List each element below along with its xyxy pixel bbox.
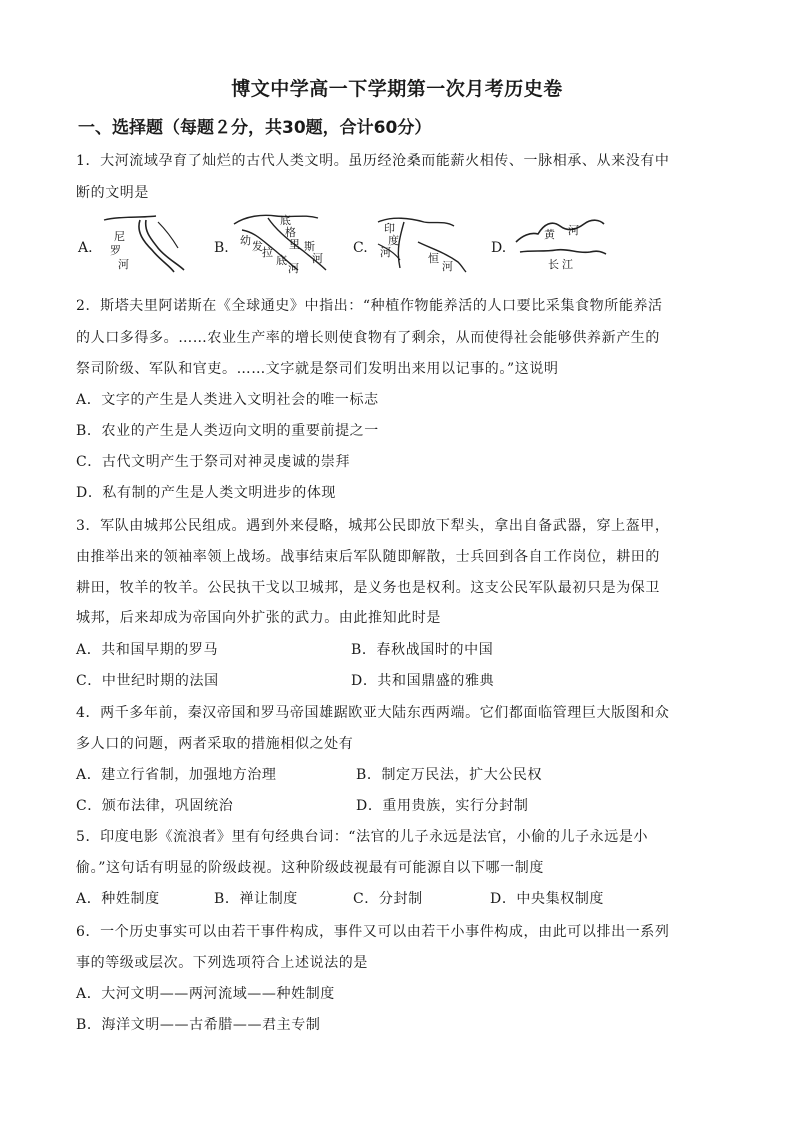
q2-stem-line2: 的人口多得多。……农业生产率的增长则使食物有了剩余，从而使得社会能够供养新产生的 — [76, 330, 660, 346]
map-b-label-1: 底 — [280, 214, 291, 227]
q1-option-b-letter: B. — [214, 240, 229, 256]
q4-stem-line2: 多人口的问题，两者采取的措施相似之处有 — [76, 736, 354, 752]
map-b-label-8: 拉 — [262, 246, 273, 259]
map-d-label-4: 江 — [562, 258, 573, 271]
q2-stem-line1: 2．斯塔夫里阿诺斯在《全球通史》中指出：“种植作物能养活的人口要比采集食物所能养活 — [76, 298, 663, 314]
q5-option-a: A．种姓制度 — [76, 891, 160, 907]
q1-option-d-china-map — [512, 212, 608, 274]
q3-option-c: C．中世纪时期的法国 — [76, 673, 219, 689]
q2-option-d: D．私有制的产生是人类文明进步的体现 — [76, 485, 337, 501]
map-b-label-2: 格 — [285, 226, 296, 239]
map-b-label-6: 幼 — [240, 234, 251, 247]
q5-option-d: D．中央集权制度 — [490, 891, 605, 907]
map-c-label-2: 度 — [388, 234, 399, 247]
q6-stem-line2: 事的等级或层次。下列选项符合上述说法的是 — [76, 955, 368, 971]
map-b-label-5: 河 — [312, 252, 323, 265]
map-b-label-10: 河 — [288, 262, 299, 274]
q3-stem-line3: 耕田，牧羊的牧羊。公民执干戈以卫城邦，是义务也是权利。这支公民军队最初只是为保卫 — [76, 580, 660, 596]
section-heading: 一、选择题（每题２分，共30题，合计60分） — [78, 118, 432, 138]
map-c-label-3: 河 — [380, 246, 391, 259]
map-b-label-4: 斯 — [304, 240, 315, 253]
q2-option-a: A．文字的产生是人类进入文明社会的唯一标志 — [76, 392, 379, 408]
q3-stem-line1: 3．军队由城邦公民组成。遇到外来侵略，城邦公民即放下犁头，拿出自备武器，穿上盔甲， — [76, 518, 670, 534]
q1-stem-line2: 断的文明是 — [76, 185, 149, 201]
q2-option-b: B．农业的产生是人类迈向文明的重要前提之一 — [76, 423, 379, 439]
q4-option-b: B．制定万民法，扩大公民权 — [356, 767, 543, 783]
q4-stem-line1: 4．两千多年前，秦汉帝国和罗马帝国雄踞欧亚大陆东西两端。它们都面临管理巨大版图和众 — [76, 705, 670, 721]
q6-stem-line1: 6．一个历史事实可以由若干事件构成，事件又可以由若干小事件构成，由此可以排出一系列 — [76, 924, 670, 940]
q6-option-b: B．海洋文明——古希腊——君主专制 — [76, 1017, 321, 1033]
map-d-label-2: 河 — [568, 224, 579, 237]
exam-title: 博文中学高一下学期第一次月考历史卷 — [231, 78, 563, 100]
q4-option-d: D．重用贵族，实行分封制 — [356, 798, 529, 814]
map-a-label-3: 河 — [118, 258, 129, 271]
q3-stem-line4: 城邦，后来却成为帝国向外扩张的武力。由此推知此时是 — [76, 610, 441, 626]
map-d-label-3: 长 — [548, 258, 559, 271]
q3-option-b: B．春秋战国时的中国 — [351, 642, 494, 658]
q2-option-c: C．古代文明产生于祭司对神灵虔诚的崇拜 — [76, 454, 351, 470]
q5-stem-line2: 偷。”这句话有明显的阶级歧视。这种阶级歧视最有可能源自以下哪一制度 — [76, 860, 544, 876]
q3-option-a: A．共和国早期的罗马 — [76, 642, 219, 658]
q1-option-a-letter: A. — [78, 240, 93, 256]
map-d-label-1: 黄 — [544, 228, 555, 241]
q1-option-c-letter: C. — [353, 240, 368, 256]
q5-option-b: B．禅让制度 — [214, 891, 298, 907]
map-b-label-9: 底 — [276, 254, 287, 267]
map-c-label-4: 恒 — [428, 252, 439, 265]
q5-option-c: C．分封制 — [353, 891, 423, 907]
q1-option-c-india-map — [374, 212, 470, 274]
map-c-label-1: 印 — [384, 222, 395, 235]
q1-option-a-nile-map — [100, 214, 200, 276]
q2-stem-line3: 祭司阶级、军队和官吏。……文字就是祭司们发明出来用以记事的。”这说明 — [76, 361, 559, 377]
map-a-label-2: 罗 — [110, 244, 121, 257]
q4-option-c: C．颁布法律，巩固统治 — [76, 798, 234, 814]
q3-stem-line2: 由推举出来的领袖率领上战场。战事结束后军队随即解散，士兵回到各自工作岗位，耕田的 — [76, 549, 660, 565]
map-a-label-1: 尼 — [114, 230, 125, 243]
map-c-label-5: 河 — [442, 260, 453, 273]
q6-option-a: A．大河文明——两河流域——种姓制度 — [76, 986, 335, 1002]
q5-stem-line1: 5．印度电影《流浪者》里有句经典台词：“法官的儿子永远是法官，小偷的儿子永远是小 — [76, 829, 649, 845]
q1-option-d-letter: D. — [491, 240, 507, 256]
q4-option-a: A．建立行省制，加强地方治理 — [76, 767, 277, 783]
q1-option-b-mesopotamia-map — [232, 210, 332, 274]
q1-stem-line1: 1．大河流域孕育了灿烂的古代人类文明。虽历经沧桑而能薪火相传、一脉相承、从来没有中 — [76, 153, 670, 169]
map-b-label-3: 里 — [289, 238, 300, 251]
map-b-label-7: 发 — [252, 240, 263, 253]
q3-option-d: D．共和国鼎盛的雅典 — [351, 673, 495, 689]
